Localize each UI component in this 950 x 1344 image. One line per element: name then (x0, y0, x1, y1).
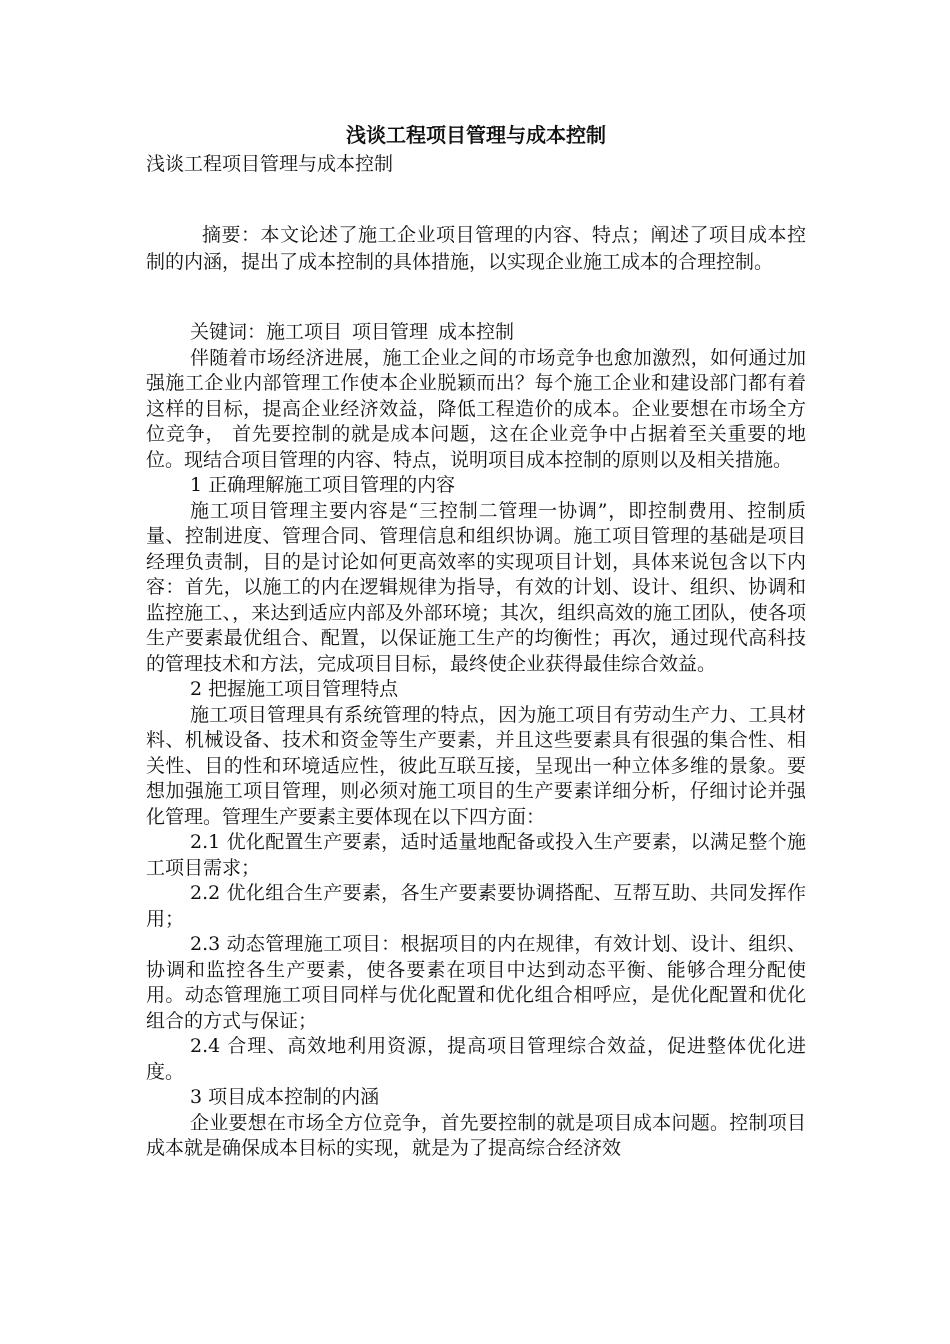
section-2-heading: 2 把握施工项目管理特点 (190, 678, 399, 700)
document-title: 浅谈工程项目管理与成本控制 (346, 123, 606, 147)
keyword-item: 施工项目 (266, 321, 343, 343)
document-page (146, 120, 806, 1162)
section-1-body: 施工项目管理主要内容是“三控制二管理一协调”，即控制费用、控制质量、控制进度、管理合同、管理信息和组织协调。施工项目管理的基础是项目经理负责制，目的是讨论如何更高效率的实现项目计划，具体来说包含以下内容：首先，以施工的内在逻辑规律为指导，有效的计划、设计、组织、协调和监控施工、，来达到适应内部及外部环境；其次，组织高效的施工团队，使各项生产要素最优组合、配置，以保证施工生产的均衡性；再次，通过现代高科技的管理技术和方法，完成项目目标，最终使企业获得最佳综合效益。 (146, 499, 806, 675)
section-1-heading: 1 正确理解施工项目管理的内容 (190, 474, 456, 496)
keywords-label: 关键词： (190, 321, 267, 343)
list-item-2-3: 2.3 动态管理施工项目：根据项目的内在规律，有效计划、设计、组织、协调和监控各生产要素，使各要素在项目中达到动态平衡、能够合理分配使用。动态管理施工项目同样与优化配置和优化组合相呼应，是优化配置和优化组合的方式与保证； (146, 933, 806, 1032)
list-item-2-4: 2.4 合理、高效地利用资源，提高项目管理综合效益，促进整体优化进度。 (146, 1035, 806, 1083)
list-item-2-1: 2.1 优化配置生产要素，适时适量地配备或投入生产要素，以满足整个施工项目需求； (146, 831, 806, 879)
keywords-line (146, 320, 806, 346)
document-subtitle: 浅谈工程项目管理与成本控制 (146, 153, 394, 175)
abstract-paragraph: 摘要：本文论述了施工企业项目管理的内容、特点；阐述了项目成本控制的内涵，提出了成本控制的具体措施，以实现企业施工成本的合理控制。 (146, 224, 806, 273)
keyword-item: 项目管理 (352, 321, 429, 343)
list-item-2-2: 2.2 优化组合生产要素，各生产要素要协调搭配、互帮互助、共同发挥作用； (146, 882, 806, 930)
section-2-body: 施工项目管理具有系统管理的特点，因为施工项目有劳动生产力、工具材料、机械设备、技术和资金等生产要素，并且这些要素具有很强的集合性、相关性、目的性和环境适应性，彼此互联互接，呈现出一种立体多维的景象。要想加强施工项目管理，则必须对施工项目的生产要素详细分析，仔细讨论并强化管理。管理生产要素主要体现在以下四方面： (146, 703, 806, 828)
section-3-heading: 3 项目成本控制的内涵 (190, 1086, 380, 1108)
intro-paragraph: 伴随着市场经济进展，施工企业之间的市场竞争也愈加激烈，如何通过加强施工企业内部管理工作使本企业脱颖而出？每个施工企业和建设部门都有着这样的目标，提高企业经济效益，降低工程造价的成本。企业要想在市场全方位竞争， 首先要控制的就是成本问题，这在企业竞争中占据着至关重要的地位。现结合项目管理的内容、特点，说明项目成本控制的原则以及相关措施。 (146, 346, 806, 471)
section-3-body: 企业要想在市场全方位竞争，首先要控制的就是项目成本问题。控制项目成本就是确保成本目标的实现，就是为了提高综合经济效 (146, 1111, 806, 1159)
keyword-item: 成本控制 (438, 321, 515, 343)
